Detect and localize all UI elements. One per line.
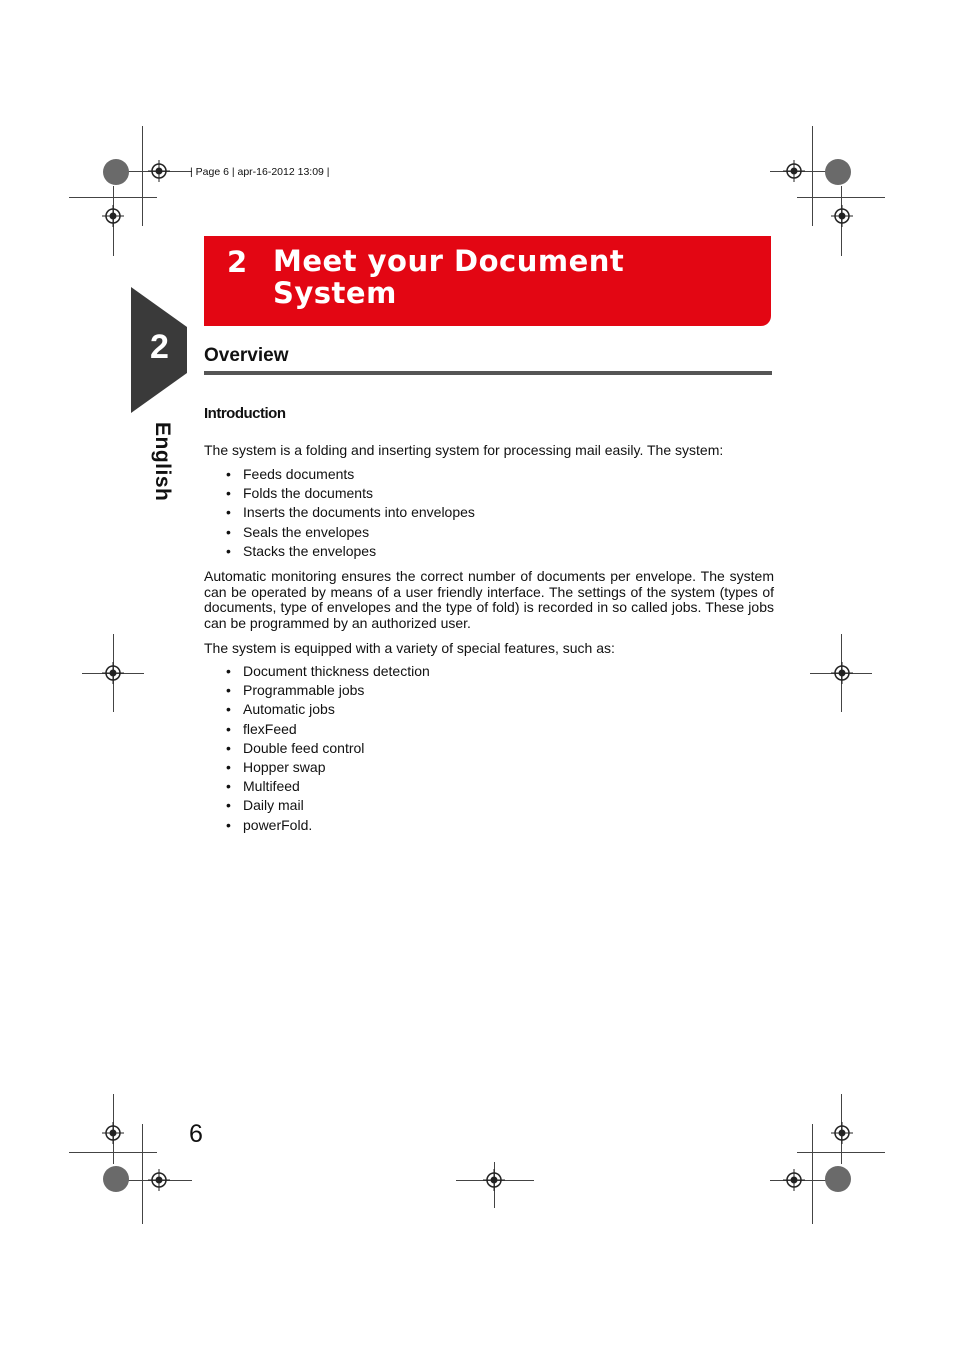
list-item: • Feeds documents — [226, 465, 475, 484]
monitoring-paragraph: Automatic monitoring ensures the correct number of documents per envelope. The system can be operated by means of a user friendly interface. The settings of the system (types of documents, type of envelopes and the type of fold) is recorded in so called jobs. These jobs can be programmed by an authorized user. — [204, 568, 774, 631]
crosshair-icon — [102, 1122, 124, 1144]
section-divider — [204, 371, 772, 375]
features-list — [226, 662, 430, 835]
crosshair-icon — [102, 662, 124, 684]
list-item: • flexFeed — [226, 720, 430, 739]
crosshair-icon — [148, 1169, 170, 1191]
registration-dot-icon — [103, 1166, 129, 1192]
chapter-title-number: 2 — [227, 245, 248, 279]
registration-dot-icon — [825, 1166, 851, 1192]
functions-list — [226, 465, 475, 561]
crosshair-icon — [831, 1122, 853, 1144]
crosshair-icon — [483, 1169, 505, 1191]
list-item: • Inserts the documents into envelopes — [226, 503, 475, 522]
list-item: • Stacks the envelopes — [226, 542, 475, 561]
list-item: • powerFold. — [226, 816, 430, 835]
crosshair-icon — [102, 205, 124, 227]
list-item: • Seals the envelopes — [226, 523, 475, 542]
chapter-number: 2 — [150, 328, 169, 366]
language-label: English — [151, 422, 174, 502]
list-item: • Folds the documents — [226, 484, 475, 503]
crosshair-icon — [783, 1169, 805, 1191]
intro-paragraph: The system is a folding and inserting system for processing mail easily. The system: — [204, 442, 724, 458]
list-item: • Automatic jobs — [226, 700, 430, 719]
list-item: • Double feed control — [226, 739, 430, 758]
registration-dot-icon — [103, 159, 129, 185]
features-intro: The system is equipped with a variety of special features, such as: — [204, 640, 615, 656]
chapter-title: Meet your Document System — [273, 244, 625, 310]
page-number: 6 — [189, 1120, 203, 1148]
crosshair-icon — [783, 160, 805, 182]
list-item: • Document thickness detection — [226, 662, 430, 681]
list-item: • Hopper swap — [226, 758, 430, 777]
section-title: Overview — [204, 345, 289, 366]
registration-dot-icon — [825, 159, 851, 185]
crosshair-icon — [831, 205, 853, 227]
print-info: | Page 6 | apr-16-2012 13:09 | — [190, 166, 330, 178]
subsection-title: Introduction — [204, 405, 286, 422]
list-item: • Daily mail — [226, 796, 430, 815]
list-item: • Multifeed — [226, 777, 430, 796]
crosshair-icon — [148, 160, 170, 182]
list-item: • Programmable jobs — [226, 681, 430, 700]
crosshair-icon — [831, 662, 853, 684]
